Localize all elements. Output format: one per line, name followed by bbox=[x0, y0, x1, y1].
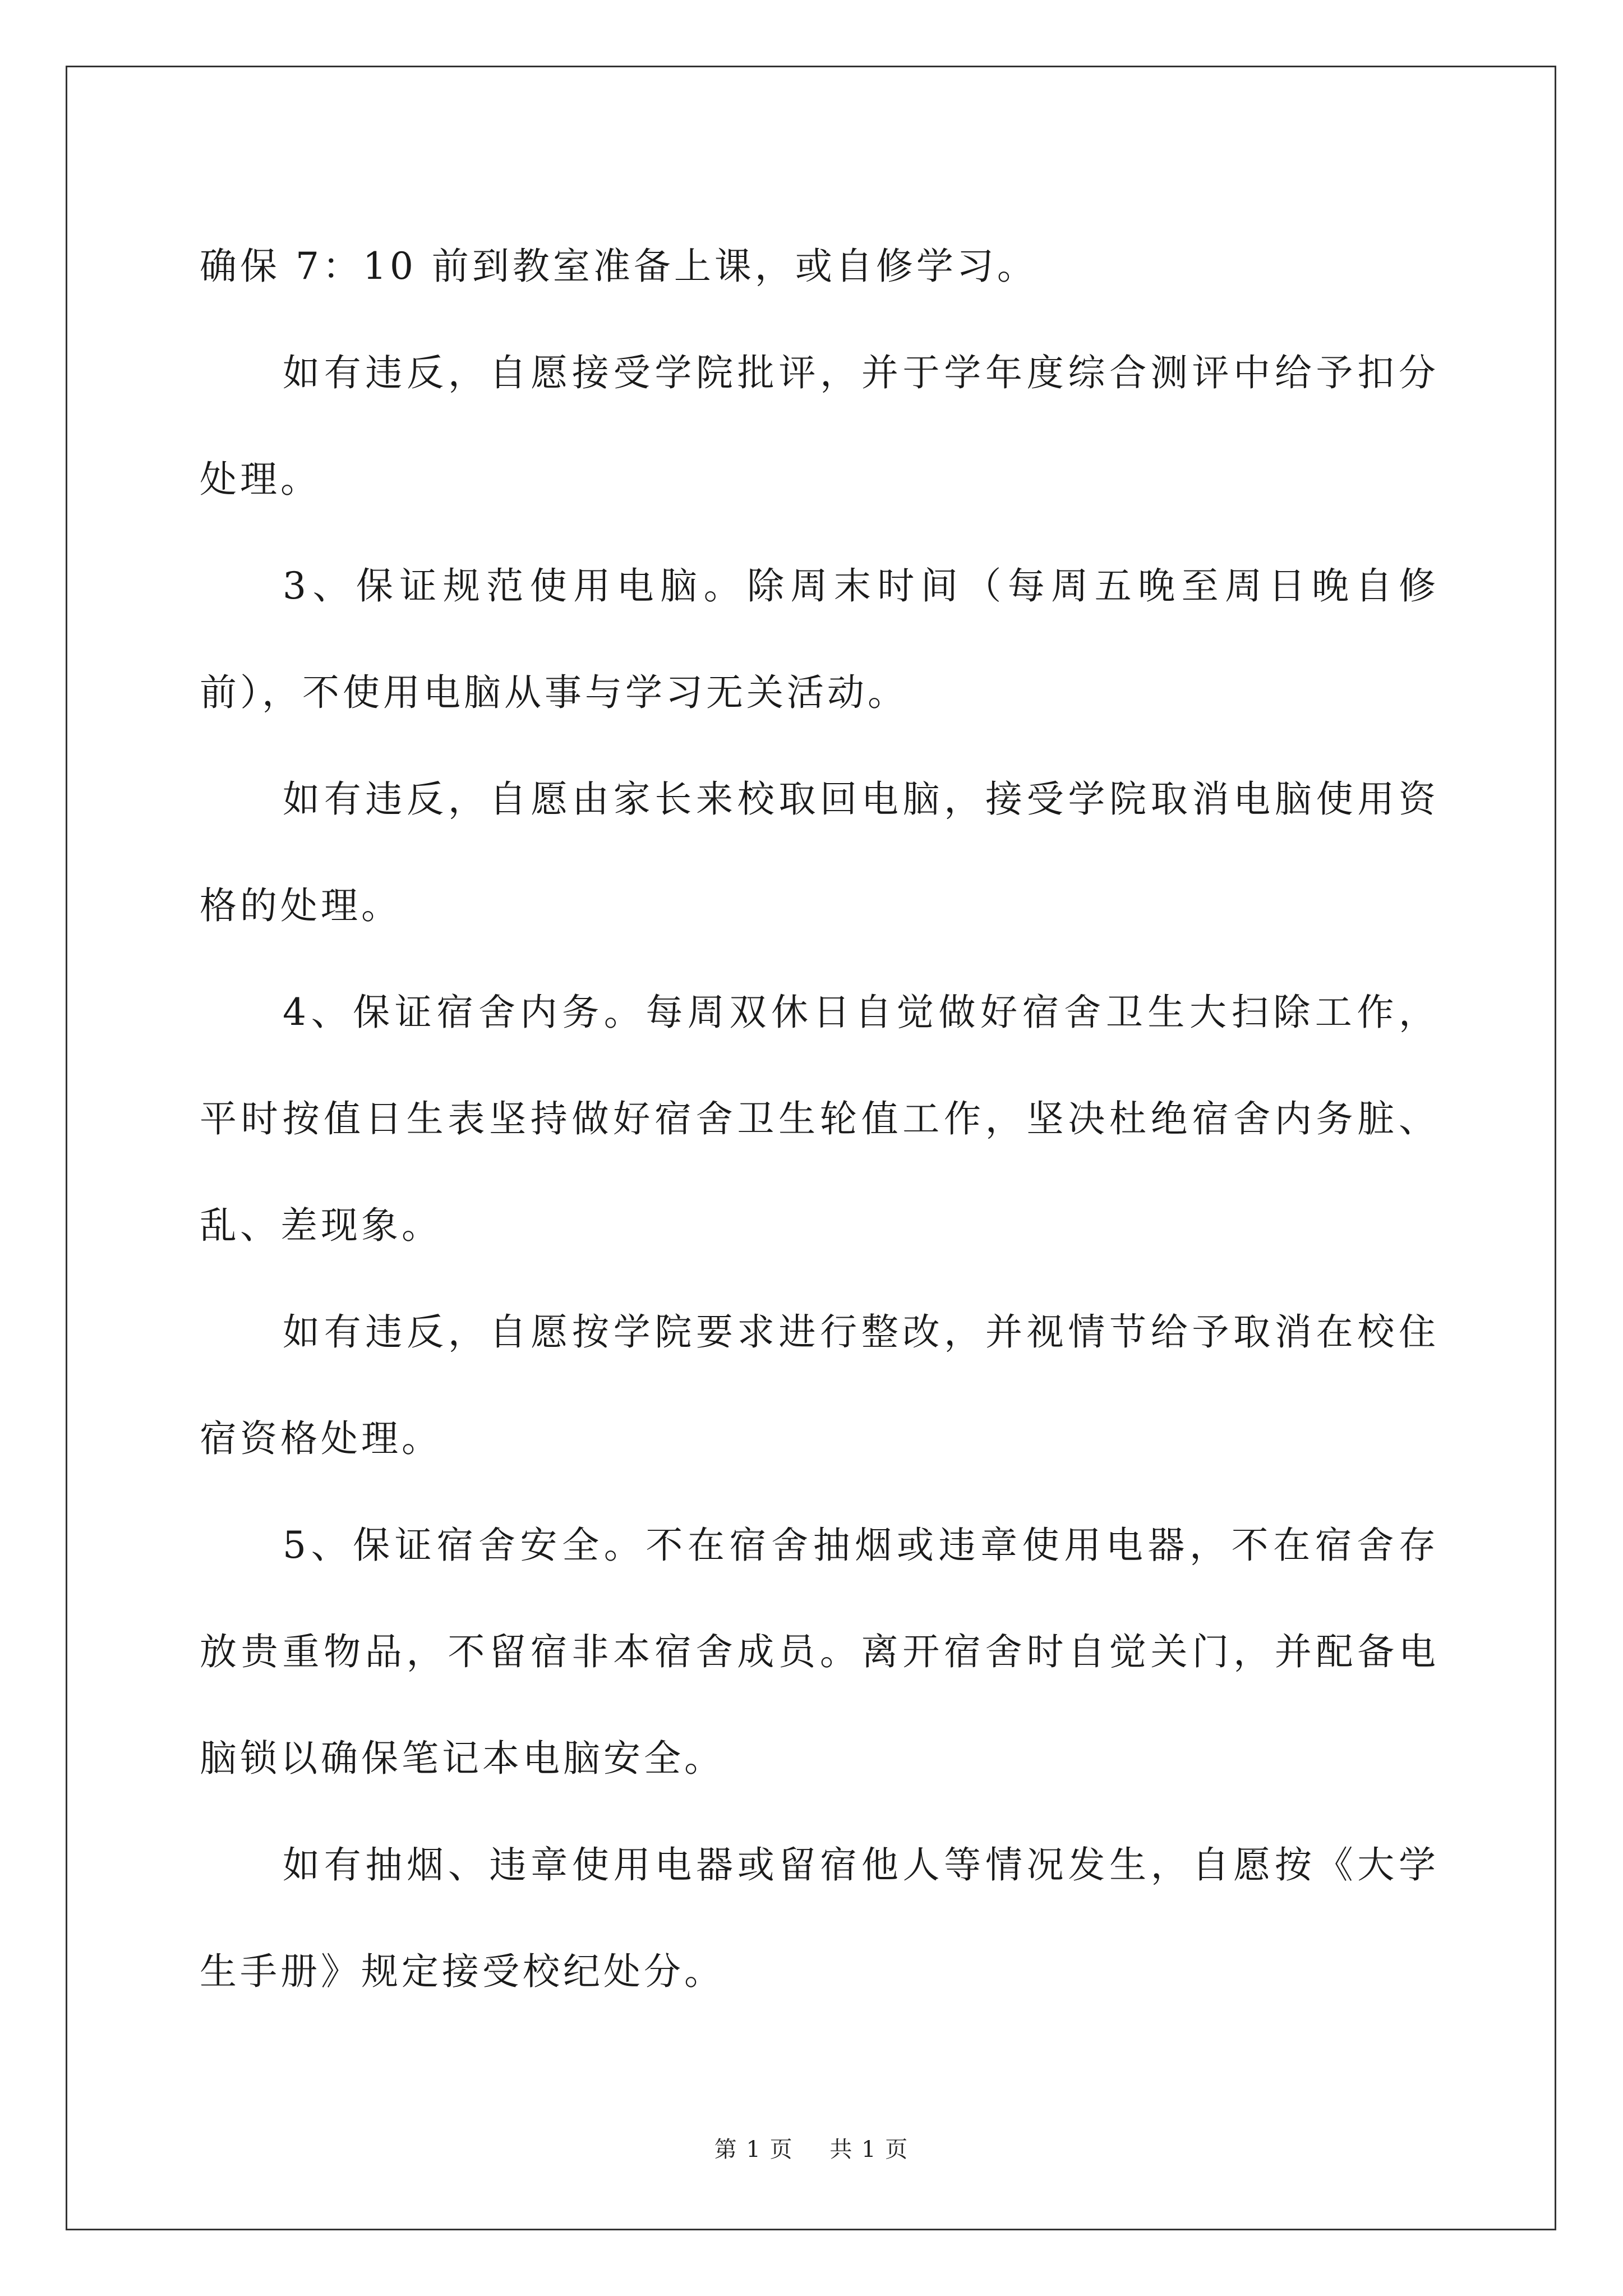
page-number-total: 共 1 页 bbox=[829, 2137, 909, 2162]
page-footer bbox=[0, 2132, 1623, 2164]
paragraph-6: 如有违反，自愿按学院要求进行整改，并视情节给予取消在校住宿资格处理。 bbox=[200, 1310, 1439, 1460]
document-body bbox=[200, 213, 1439, 2025]
paragraph-2: 如有违反，自愿接受学院批评，并于学年度综合测评中给予扣分处理。 bbox=[200, 351, 1439, 501]
paragraph-1: 确保 7：10 前到教室准备上课，或自修学习。 bbox=[200, 245, 1038, 288]
page-number-current: 第 1 页 bbox=[714, 2137, 794, 2162]
paragraph-8: 如有抽烟、违章使用电器或留宿他人等情况发生，自愿按《大学生手册》规定接受校纪处分。 bbox=[200, 1843, 1439, 1993]
paragraph-3: 3、保证规范使用电脑。除周末时间（每周五晚至周日晚自修前），不使用电脑从事与学习无关活动。 bbox=[200, 564, 1439, 714]
paragraph-4: 如有违反，自愿由家长来校取回电脑，接受学院取消电脑使用资格的处理。 bbox=[200, 777, 1439, 927]
paragraph-5: 4、保证宿舍内务。每周双休日自觉做好宿舍卫生大扫除工作，平时按值日生表坚持做好宿舍卫生轮值工作，坚决杜绝宿舍内务脏、乱、差现象。 bbox=[200, 991, 1439, 1247]
paragraph-7: 5、保证宿舍安全。不在宿舍抽烟或违章使用电器，不在宿舍存放贵重物品，不留宿非本宿舍成员。离开宿舍时自觉关门，并配备电脑锁以确保笔记本电脑安全。 bbox=[200, 1524, 1439, 1780]
